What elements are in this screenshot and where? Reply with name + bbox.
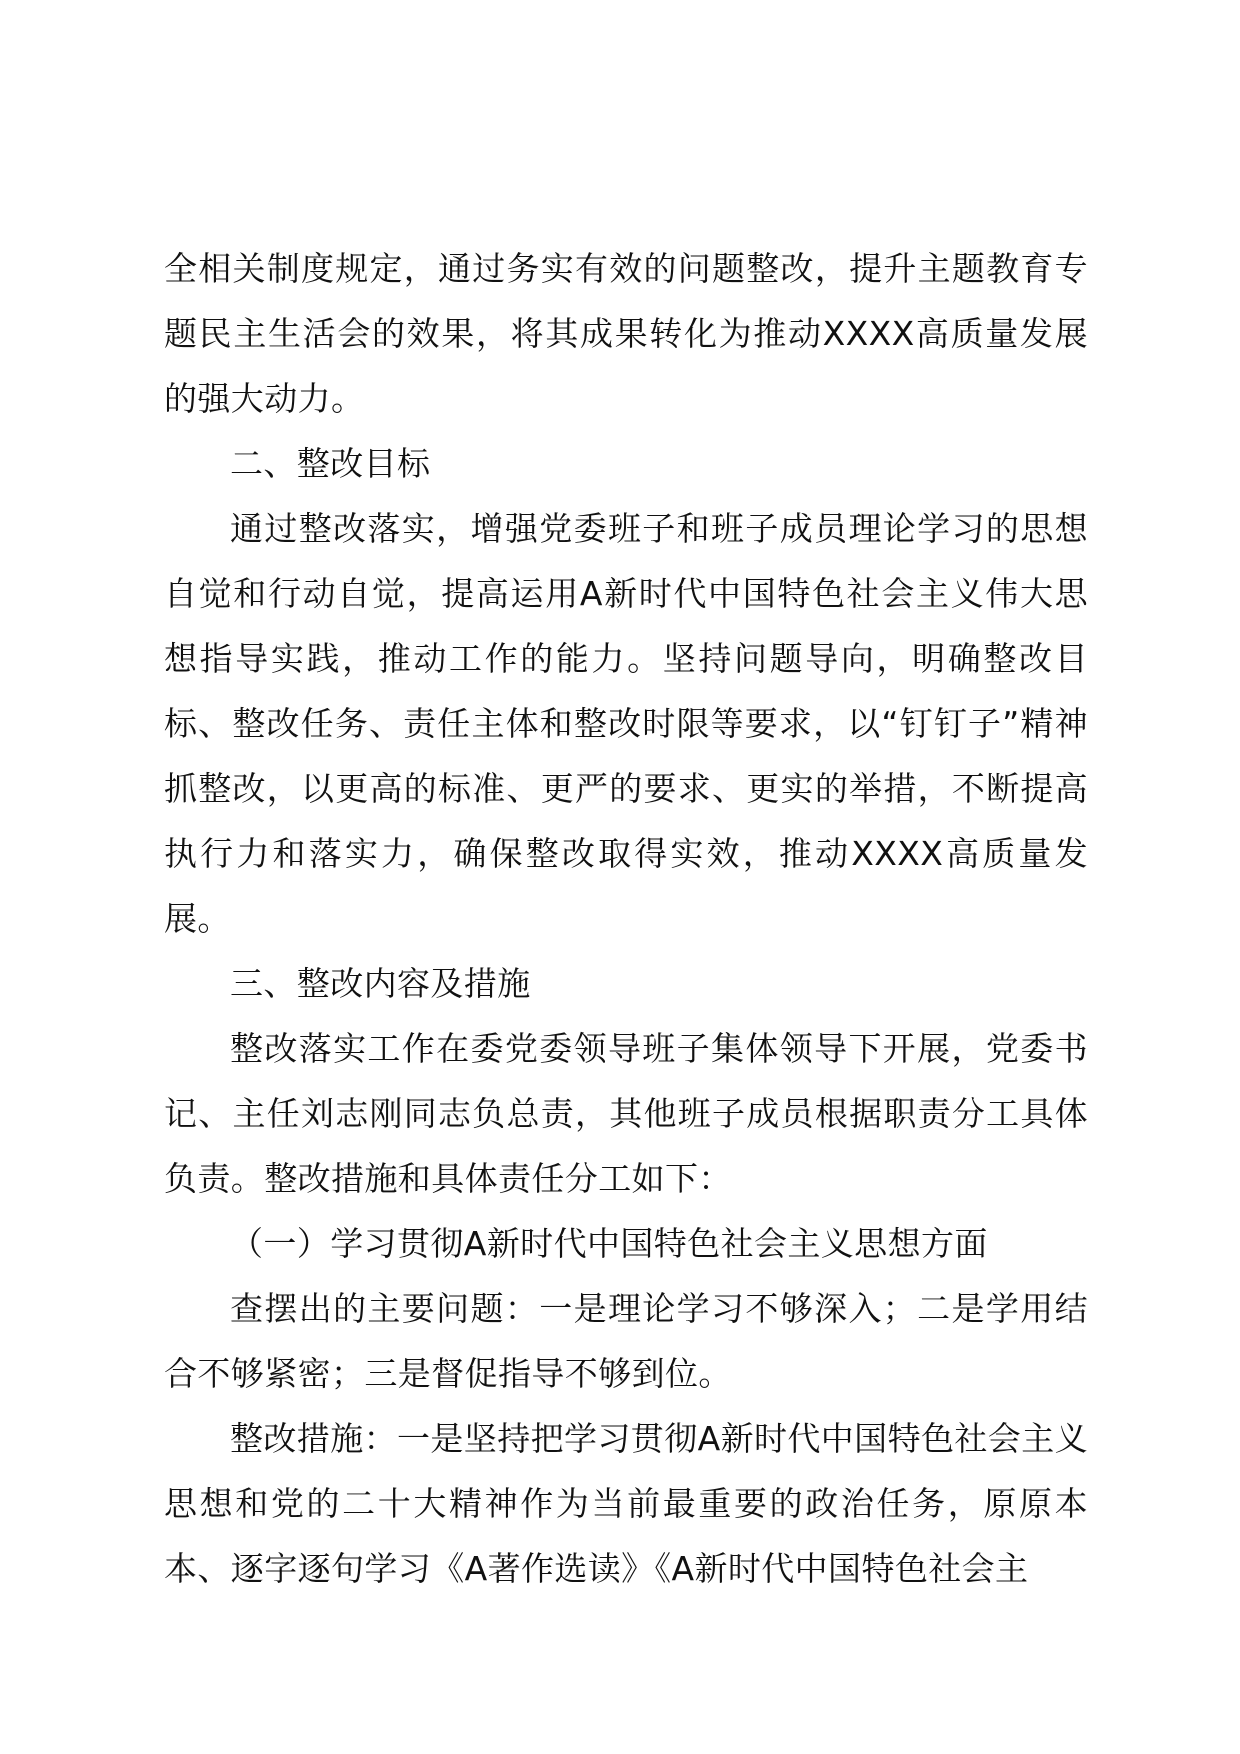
paragraph-goals: 通过整改落实，增强党委班子和班子成员理论学习的思想自觉和行动自觉，提高运用A新时代中国特色社会主义伟大思想指导实践，推动工作的能力。坚持问题导向，明确整改目标、整改任务、责任主体和整改时限等要求，以“钉钉子”精神抓整改，以更高的标准、更严的要求、更实的举措，不断提高执行力和落实力，确保整改取得实效，推动XXXX高质量发展。 — [164, 509, 1088, 938]
paragraph-continuation: 全相关制度规定，通过务实有效的问题整改，提升主题教育专题民主生活会的效果，将其成果转化为推动XXXX高质量发展的强大动力。 — [164, 249, 1088, 418]
paragraph-leadership: 整改落实工作在委党委领导班子集体领导下开展，党委书记、主任刘志刚同志负总责，其他班子成员根据职责分工具体负责。整改措施和具体责任分工如下： — [164, 1029, 1088, 1198]
section-heading-2: 二、整改目标 — [230, 444, 431, 483]
section-heading-3: 三、整改内容及措施 — [230, 964, 531, 1003]
paragraph-problems: 查摆出的主要问题：一是理论学习不够深入；二是学用结合不够紧密；三是督促指导不够到位。 — [164, 1289, 1088, 1393]
paragraph-measures: 整改措施：一是坚持把学习贯彻A新时代中国特色社会主义思想和党的二十大精神作为当前最重要的政治任务，原原本本、逐字逐句学习《A著作选读》《A新时代中国特色社会主 — [164, 1419, 1088, 1588]
subsection-heading-1: （一）学习贯彻A新时代中国特色社会主义思想方面 — [230, 1224, 988, 1263]
document-body — [164, 236, 1088, 1601]
